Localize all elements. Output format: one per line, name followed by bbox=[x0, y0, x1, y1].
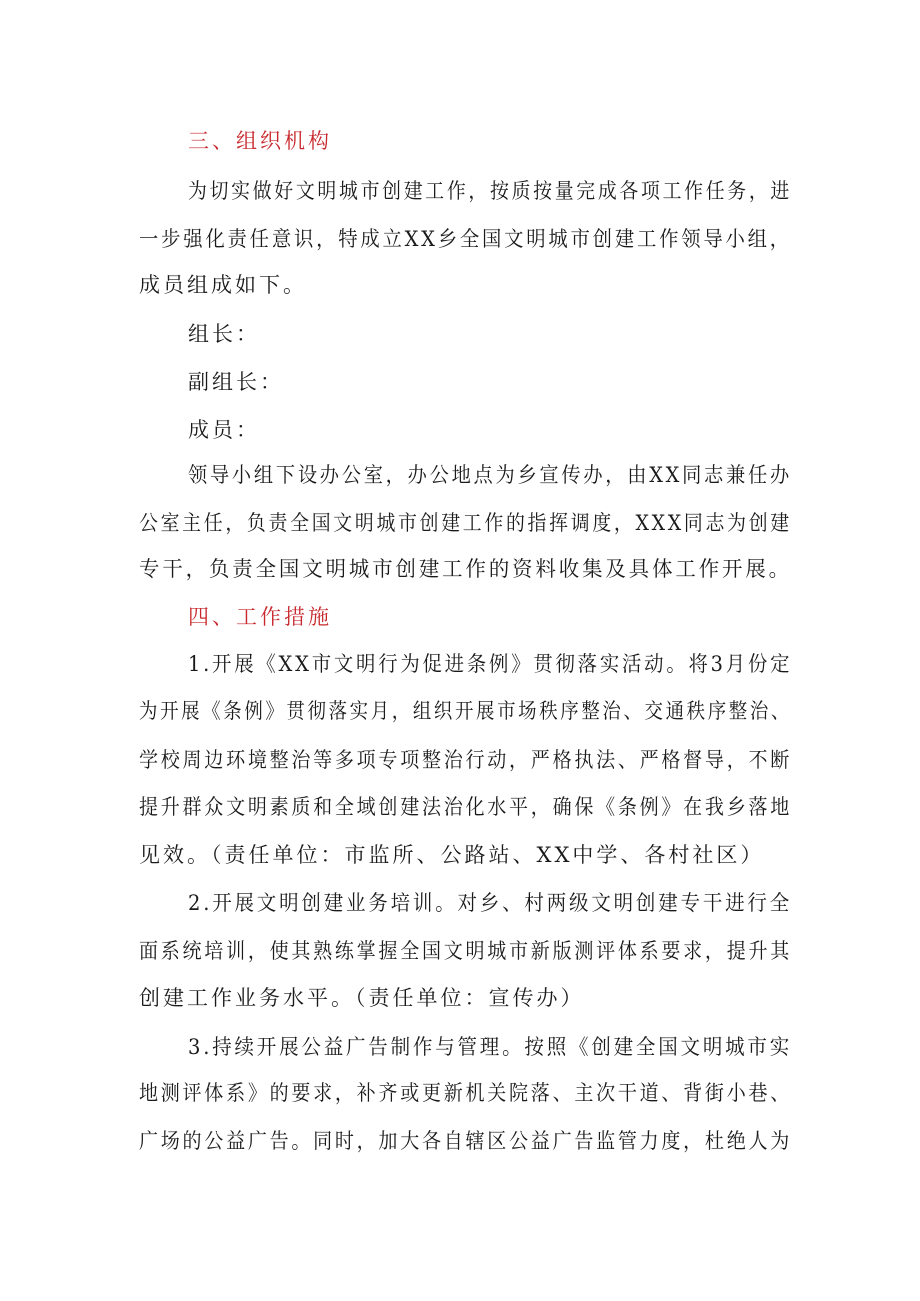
paragraph-line: 1.开展《XX市文明行为促进条例》贯彻落实活动。将3月份定 bbox=[188, 652, 793, 676]
vice-leader-label: 副组长： bbox=[188, 370, 284, 394]
section-heading-organization: 三、组织机构 bbox=[188, 129, 332, 153]
paragraph-line: 创建工作业务水平。（责任单位：宣传办） bbox=[139, 986, 585, 1010]
paragraph-line: 学校周边环境整治等多项专项整治行动，严格执法、严格督导，不断 bbox=[139, 748, 792, 772]
leader-label: 组长： bbox=[188, 322, 260, 346]
section-heading-measures: 四、工作措施 bbox=[188, 605, 332, 629]
paragraph-line: 广场的公益广告。同时，加大各自辖区公益广告监管力度，杜绝人为 bbox=[139, 1129, 792, 1153]
paragraph-line: 地测评体系》的要求，补齐或更新机关院落、主次干道、背街小巷、 bbox=[139, 1081, 792, 1105]
paragraph-line: 成员组成如下。 bbox=[139, 273, 307, 297]
paragraph-line: 专干，负责全国文明城市创建工作的资料收集及具体工作开展。 bbox=[139, 557, 792, 581]
paragraph-line: 为切实做好文明城市创建工作，按质按量完成各项工作任务，进 bbox=[188, 179, 792, 203]
paragraph-line: 为开展《条例》贯彻落实月，组织开展市场秩序整治、交通秩序整治、 bbox=[139, 699, 792, 723]
paragraph-line: 3.持续开展公益广告制作与管理。按照《创建全国文明城市实 bbox=[188, 1035, 793, 1059]
paragraph-line: 2.开展文明创建业务培训。对乡、村两级文明创建专干进行全 bbox=[188, 891, 793, 915]
paragraph-line: 面系统培训，使其熟练掌握全国文明城市新版测评体系要求，提升其 bbox=[139, 939, 792, 963]
paragraph-line: 一步强化责任意识，特成立XX乡全国文明城市创建工作领导小组， bbox=[139, 227, 792, 251]
paragraph-line: 公室主任，负责全国文明城市创建工作的指挥调度，XXX同志为创建 bbox=[139, 511, 792, 535]
paragraph-line: 领导小组下设办公室，办公地点为乡宣传办，由XX同志兼任办 bbox=[188, 463, 792, 487]
paragraph-line: 提升群众文明素质和全域创建法治化水平，确保《条例》在我乡落地 bbox=[139, 795, 792, 819]
members-label: 成员： bbox=[188, 418, 260, 442]
paragraph-line: 见效。（责任单位：市监所、公路站、XX中学、各村社区） bbox=[139, 843, 765, 867]
